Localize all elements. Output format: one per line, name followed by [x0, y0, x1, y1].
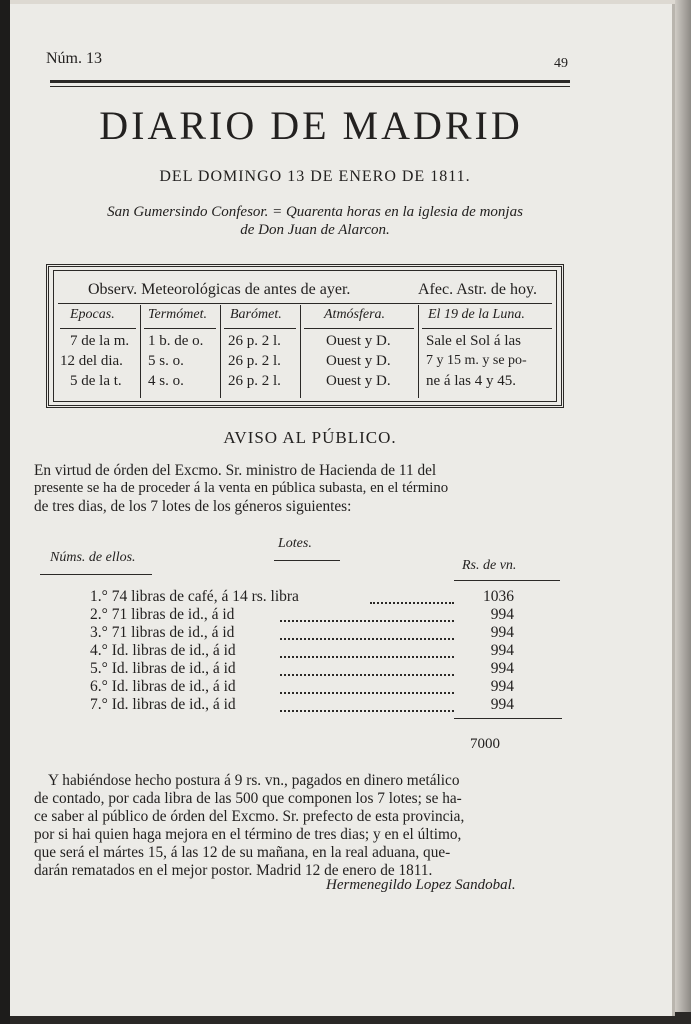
meteo-atmos: Ouest y D.: [326, 333, 391, 349]
saint-line-1: San Gumersindo Confesor. = Quarenta horas en la iglesia de monjas: [107, 204, 523, 220]
issue-number: Núm. 13: [46, 50, 102, 67]
leader-dots: [370, 602, 454, 604]
page-number: 49: [554, 56, 568, 71]
astro-line-2: 7 y 15 m. y se po-: [426, 353, 527, 368]
lot-value: 994: [490, 606, 514, 623]
meteo-epoca: 7 de la m.: [70, 333, 130, 349]
intro-line: presente se ha de proceder á la venta en pública subasta, en el término: [34, 480, 449, 496]
book-spine: [0, 0, 10, 1024]
lot-row: 2.° 71 libras de id., á id: [90, 606, 235, 623]
lot-value: 994: [490, 660, 514, 677]
lot-value: 994: [490, 678, 514, 695]
lots-column-header: Lotes.: [278, 536, 312, 551]
col-barometro: Barómet.: [230, 307, 282, 322]
lot-value: 1036: [483, 588, 514, 605]
header-rule-thin: [50, 86, 570, 87]
lot-row: 6.° Id. libras de id., á id: [90, 678, 236, 695]
lot-value: 994: [490, 642, 514, 659]
reales-header-rule: [454, 580, 560, 581]
lot-row: 7.° Id. libras de id., á id: [90, 696, 236, 713]
page-edge-shadow: [675, 0, 691, 1024]
meteo-inner-frame: [53, 270, 557, 402]
dateline: DEL DOMINGO 13 DE ENERO DE 1811.: [159, 168, 471, 185]
leader-dots: [280, 656, 454, 658]
meteo-sub-rule: [60, 328, 136, 329]
meteo-termo: 5 s. o.: [148, 353, 184, 369]
lot-row: 5.° Id. libras de id., á id: [90, 660, 236, 677]
closing-line: ce saber al público de órden del Excmo. Sr. prefecto de esta provincia,: [34, 808, 465, 825]
meteo-epoca: 5 de la t.: [70, 373, 122, 389]
lots-header-rule: [274, 560, 340, 561]
astro-line-1: Sale el Sol á las: [426, 333, 521, 349]
leader-dots: [280, 674, 454, 676]
meteo-col-divider: [220, 305, 221, 398]
meteo-sub-rule: [224, 328, 296, 329]
meteo-termo: 1 b. de o.: [148, 333, 204, 349]
meteo-col-divider: [300, 305, 301, 398]
lot-row: 1.° 74 libras de café, á 14 rs. libra: [90, 588, 299, 605]
meteo-heading-rule: [58, 303, 552, 304]
col-termometro: Termómet.: [148, 307, 207, 322]
intro-line: En virtud de órden del Excmo. Sr. ministro de Hacienda de 11 del: [34, 462, 437, 479]
meteo-heading-right: Afec. Astr. de hoy.: [418, 281, 537, 298]
col-luna: El 19 de la Luna.: [428, 307, 525, 322]
meteo-baro: 26 p. 2 l.: [228, 373, 281, 389]
meteo-col-divider: [140, 305, 141, 398]
lot-row: 3.° 71 libras de id., á id: [90, 624, 235, 641]
col-epocas: Epocas.: [70, 307, 115, 322]
signature: Hermenegildo Lopez Sandobal.: [326, 877, 516, 893]
leader-dots: [280, 638, 454, 640]
leader-dots: [280, 692, 454, 694]
meteo-baro: 26 p. 2 l.: [228, 333, 281, 349]
lot-row: 4.° Id. libras de id., á id: [90, 642, 236, 659]
closing-line: de contado, por cada libra de las 500 que componen los 7 lotes; se ha-: [34, 790, 462, 807]
newspaper-title: DIARIO DE MADRID: [99, 103, 523, 148]
leader-dots: [280, 710, 454, 712]
notice-title: AVISO AL PÚBLICO.: [223, 428, 397, 447]
meteo-termo: 4 s. o.: [148, 373, 184, 389]
lot-value: 994: [490, 624, 514, 641]
header-rule-thick: [50, 80, 570, 83]
sum-rule: [454, 718, 562, 719]
meteo-sub-rule: [304, 328, 414, 329]
newspaper-page: [10, 4, 675, 1016]
saint-line-2: de Don Juan de Alarcon.: [240, 222, 390, 238]
closing-line: darán rematados en el mejor postor. Madrid 12 de enero de 1811.: [34, 862, 433, 879]
intro-line: de tres dias, de los 7 lotes de los géneros siguientes:: [34, 498, 352, 515]
numbers-header-rule: [40, 574, 152, 575]
meteo-sub-rule: [144, 328, 216, 329]
lot-value: 994: [490, 696, 514, 713]
meteo-atmos: Ouest y D.: [326, 373, 391, 389]
meteo-heading-left: Observ. Meteorológicas de antes de ayer.: [88, 281, 351, 298]
meteorological-table: [46, 264, 564, 408]
closing-line: Y habiéndose hecho postura á 9 rs. vn., pagados en dinero metálico: [48, 772, 460, 789]
meteo-atmos: Ouest y D.: [326, 353, 391, 369]
reales-column-header: Rs. de vn.: [462, 558, 517, 573]
lots-total: 7000: [470, 736, 500, 752]
closing-line: que será el mártes 15, á las 12 de su mañana, en la real aduana, que-: [34, 844, 451, 861]
meteo-sub-rule: [422, 328, 552, 329]
col-atmosfera: Atmósfera.: [324, 307, 386, 322]
leader-dots: [280, 620, 454, 622]
meteo-baro: 26 p. 2 l.: [228, 353, 281, 369]
numbers-column-header: Núms. de ellos.: [50, 550, 136, 565]
astro-line-3: ne á las 4 y 45.: [426, 373, 516, 389]
meteo-col-divider: [418, 305, 419, 398]
meteo-epoca: 12 del dia.: [60, 353, 123, 369]
closing-line: por si hai quien haga mejora en el término de tres dias; y en el último,: [34, 826, 462, 843]
